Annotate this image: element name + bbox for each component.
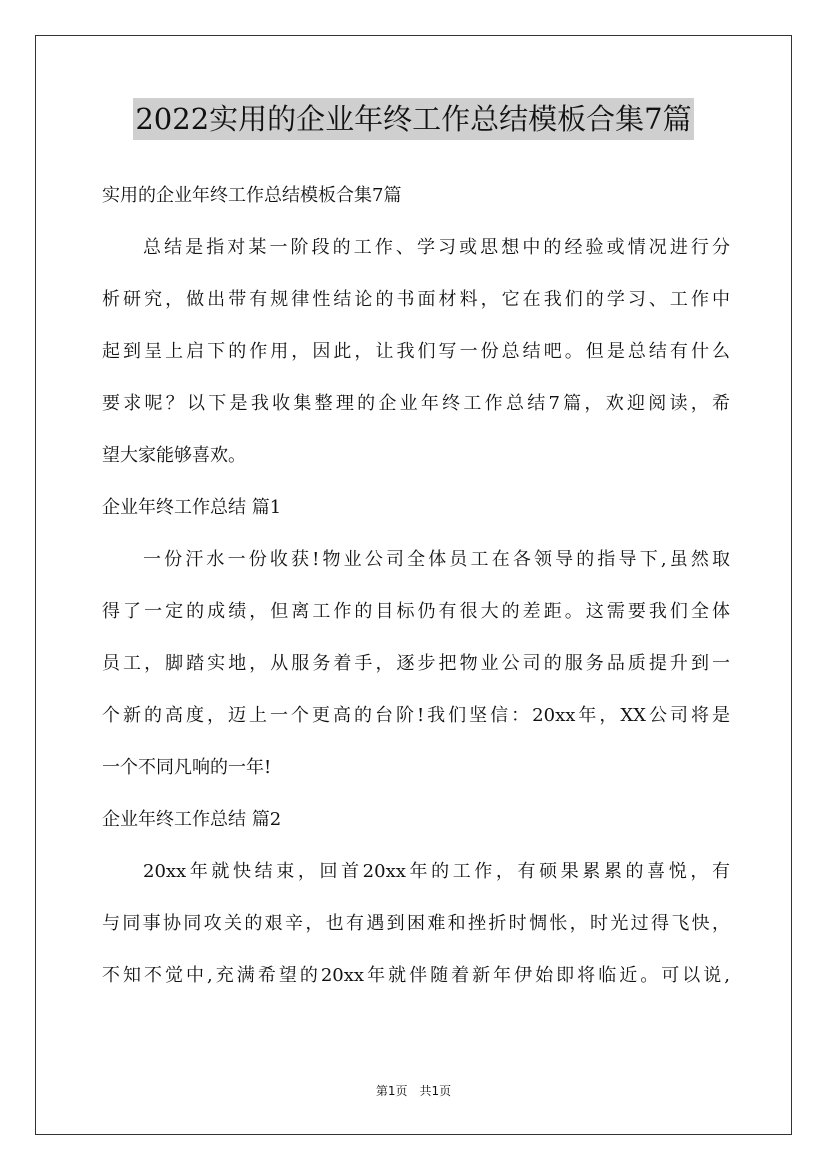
title-container (0, 98, 827, 140)
paragraph-line: 析研究，做出带有规律性结论的书面材料，它在我们的学习、工作中 (102, 289, 730, 310)
section-heading: 企业年终工作总结 篇2 (102, 809, 282, 830)
paragraph-line: 个新的高度，迈上一个更高的台阶!我们坚信：20xx年，XX公司将是 (102, 705, 730, 726)
paragraph-line: 要求呢？以下是我收集整理的企业年终工作总结7篇，欢迎阅读，希 (102, 393, 730, 414)
section-heading: 企业年终工作总结 篇1 (102, 497, 282, 518)
paragraph-line: 20xx年就快结束，回首20xx年的工作，有硕果累累的喜悦，有 (143, 861, 730, 882)
paragraph-line: 起到呈上启下的作用，因此，让我们写一份总结吧。但是总结有什么 (102, 341, 730, 362)
document-body (102, 170, 730, 1002)
paragraph-line: 一个不同凡响的一年! (102, 757, 272, 778)
document-title: 2022实用的企业年终工作总结模板合集7篇 (133, 98, 693, 140)
page-number: 第1页 (375, 1084, 408, 1098)
page-total: 共1页 (419, 1084, 452, 1098)
paragraph-line: 得了一定的成绩，但离工作的目标仍有很大的差距。这需要我们全体 (102, 601, 730, 622)
paragraph-line: 总结是指对某一阶段的工作、学习或思想中的经验或情况进行分 (143, 237, 730, 258)
paragraph-line: 员工，脚踏实地，从服务着手，逐步把物业公司的服务品质提升到一 (102, 653, 730, 674)
paragraph-line: 一份汗水一份收获!物业公司全体员工在各领导的指导下,虽然取 (143, 549, 730, 570)
paragraph-line: 望大家能够喜欢。 (102, 445, 246, 466)
paragraph-line: 不知不觉中,充满希望的20xx年就伴随着新年伊始即将临近。可以说, (102, 965, 730, 986)
page-footer (0, 1083, 827, 1099)
paragraph-line: 与同事协同攻关的艰辛，也有遇到困难和挫折时惆怅，时光过得飞快， (102, 913, 730, 934)
subtitle-line: 实用的企业年终工作总结模板合集7篇 (102, 185, 402, 206)
